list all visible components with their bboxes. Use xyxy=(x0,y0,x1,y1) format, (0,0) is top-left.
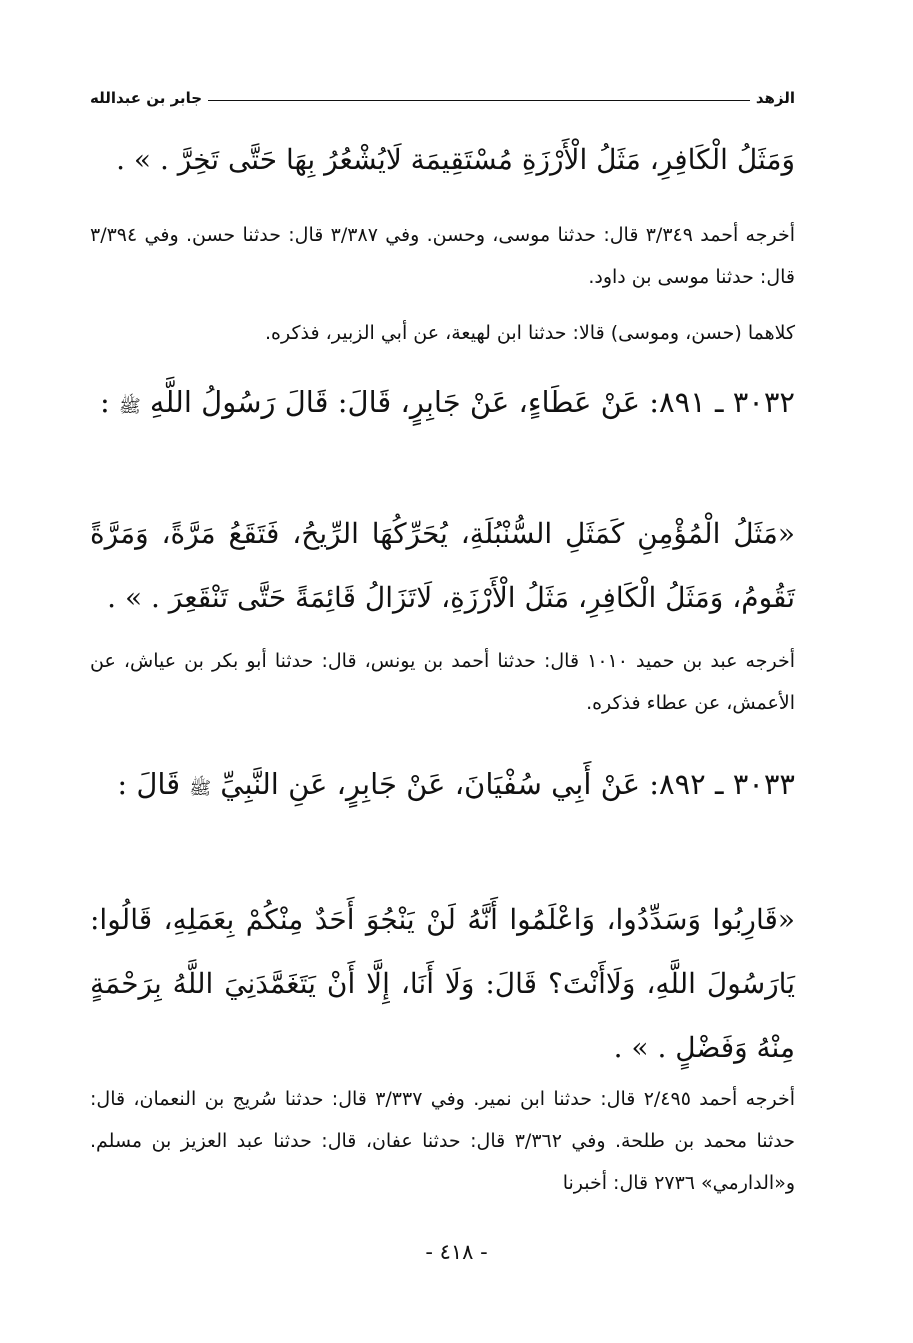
hadith-text: «قَارِبُوا وَسَدِّدُوا، وَاعْلَمُوا أَنَّهُ لَنْ يَنْجُوَ أَحَدٌ مِنْكُمْ بِعَمَلِهِ، قَالُوا: يَارَسُولَ اللَّهِ، وَلَاأَنْتَ؟ قَالَ: وَلَا أَنَا، إِلَّا أَنْ يَتَغَمَّدَنِيَ اللَّهُ بِرَحْمَةٍ مِنْهُ وَفَضْلٍ . » . xyxy=(90,903,795,1064)
hadith-text: «مَثَلُ الْمُؤْمِنِ كَمَثَلِ السُّنْبُلَةِ، يُحَرِّكُهَا الرِّيحُ، فَتَقَعُ مَرَّةً، وَمَرَّةً تَقُومُ، وَمَثَلُ الْكَافِرِ، مَثَلُ الْأَرْزَةِ، لَاتَزَالُ قَائِمَةً حَتَّى تَنْقَعِرَ . » . xyxy=(90,517,795,614)
hadith-heading-text: ٣٠٣٣ ـ ٨٩٢: عَنْ أَبِي سُفْيَانَ، عَنْ جَابِرٍ، عَنِ النَّبِيِّ xyxy=(220,767,795,801)
takhrij-note: أخرجه أحمد ٣/٣٤٩ قال: حدثنا موسى، وحسن. وفي ٣/٣٨٧ قال: حدثنا حسن. وفي ٣/٣٩٤ قال: حدثنا موسى بن داود. xyxy=(90,224,795,288)
honorific-glyph: ﷺ xyxy=(189,778,212,799)
hadith-heading-tail: قَالَ : xyxy=(117,767,190,801)
header-rule xyxy=(208,100,750,101)
page-number: - ٤١٨ - xyxy=(425,1240,488,1264)
takhrij-note: أخرجه أحمد ٢/٤٩٥ قال: حدثنا ابن نمير. وفي ٣/٣٣٧ قال: حدثنا سُريج بن النعمان، قال: حدثنا محمد بن طلحة. وفي ٣/٣٦٢ قال: حدثنا عفان، قال: حدثنا عبد العزيز بن مسلم. و«الدارمي» ٢٧٣٦ قال: أخبرنا xyxy=(90,1088,796,1194)
hadith-heading-3033 xyxy=(90,752,795,821)
takhrij-note: أخرجه عبد بن حميد ١٠١٠ قال: حدثنا أحمد بن يونس، قال: حدثنا أبو بكر بن عياش، عن الأعمش، عن عطاء فذكره. xyxy=(90,650,795,714)
header-narrator: جابر بن عبدالله xyxy=(90,89,203,107)
hadith-text-continued: وَمَثَلُ الْكَافِرِ، مَثَلُ الْأَرْزَةِ مُسْتَقِيمَة لَايُشْعُرُ بِهَا حَتَّى تَخِرَّ . » . xyxy=(116,143,795,176)
hadith-heading-tail: : xyxy=(99,385,119,419)
running-header xyxy=(90,86,795,110)
hadith-heading-3032 xyxy=(90,370,795,439)
honorific-glyph: ﷺ xyxy=(118,396,141,417)
hadith-heading-text: ٣٠٣٢ ـ ٨٩١: عَنْ عَطَاءٍ، عَنْ جَابِرٍ، قَالَ: قَالَ رَسُولُ اللَّهِ xyxy=(149,385,795,419)
takhrij-note: كلاهما (حسن، وموسى) قالا: حدثنا ابن لهيعة، عن أبي الزبير، فذكره. xyxy=(264,322,795,344)
header-chapter: الزهد xyxy=(755,89,795,107)
